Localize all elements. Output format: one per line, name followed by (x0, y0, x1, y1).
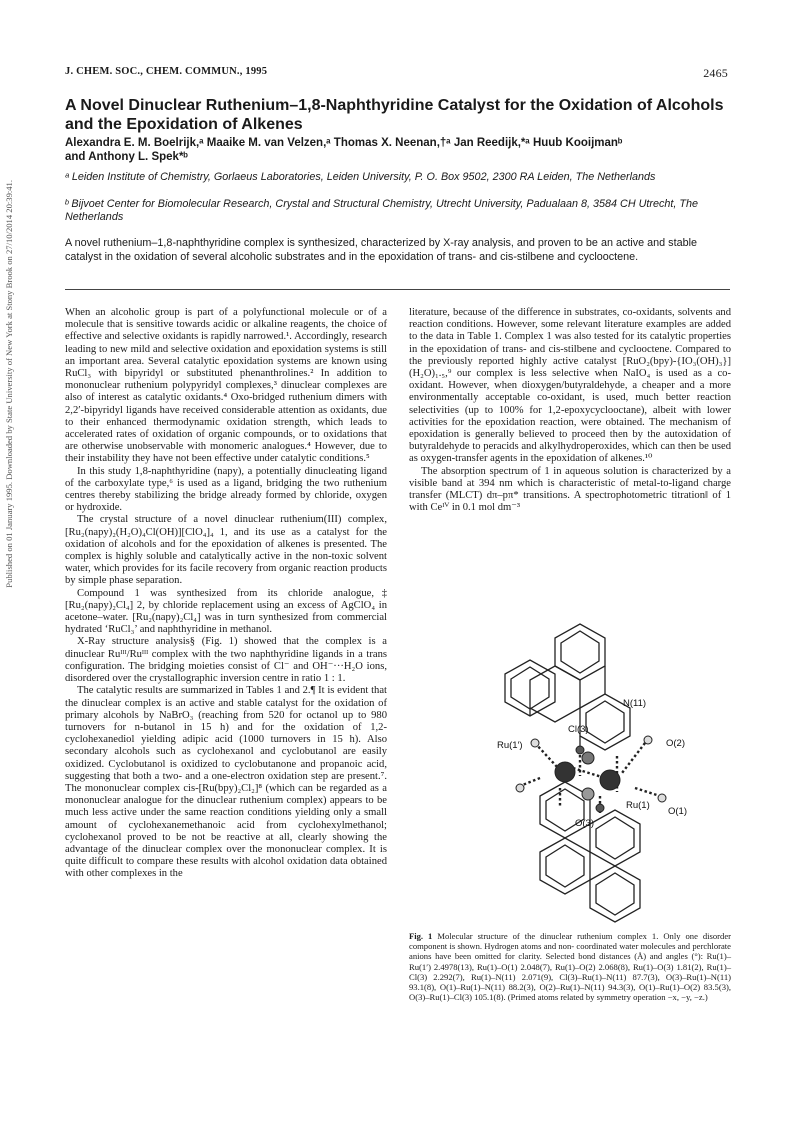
label-o2: O(2) (666, 738, 685, 749)
running-head (65, 66, 728, 80)
paragraph: The absorption spectrum of 1 in aqueous solution is characterized by a visible band at 394 nm which is characteristic of metal-to-ligand charge transfer (MLCT) dπ–pπ* transitions. A spectrophotometric titration‖ of 1 with Ceᴵⱽ in 0.1 mol dm⁻³ (409, 465, 731, 514)
section-divider (65, 289, 730, 290)
label-ru1-prime: Ru(1′) (497, 740, 523, 751)
authors-line-1: Alexandra E. M. Boelrijk,ᵃ Maaike M. van Velzen,ᵃ Thomas X. Neenan,†ᵃ Jan Reedijk,*ᵃ Huub Kooijmanᵇ (65, 137, 623, 149)
download-watermark-text: Published on 01 January 1995. Downloaded by State University of New York at Stony Brook on 27/10/2014 20:39:41. (4, 180, 14, 588)
paragraph: The crystal structure of a novel dinuclear ruthenium(III) complex, [Ru₂(napy)₂(H₂O)₄Cl(OH)][ClO₄]₄ 1, and its use as a catalyst for the oxidation of alcohols and for the epoxidation of alkenes is presented. The complex is highly soluble and catalytically active in the non-toxic solvent water, which provides for its facile recovery from organic reaction products by simple phase separation. (65, 514, 387, 587)
figure-molecular-structure (440, 608, 730, 926)
paragraph: When an alcoholic group is part of a polyfunctional molecule or of a molecule that is sensitive towards acidic or alkaline reagents, the choice of effective and selective oxidants is rapidly narrowed.¹. Accordingly, research leading to new mild and selective oxidation and epoxidation systems is still an important area. Several catalytic epoxidation systems are known using RuCl₃ with bipyridyl or substituted phenanthrolines.² In addition to mononuclear ruthenium polypyridyl complexes,³ dinuclear complexes are also of interest as catalytic oxidants.⁴ Oxo-bridged ruthenium dimers with 2,2′-bipyridyl ligands have received considerable attention as oxidants, due to their enhanced thermodynamic oxidation strength, which leads to accelerated rates of oxidation of organic compounds, or to oxidations that are otherwise unobservable with monomeric analogues.⁴ However, due to their instability they have not been effective under catalytic conditions.⁵ (65, 307, 387, 465)
molecular-structure-diagram (440, 608, 730, 926)
paragraph: X-Ray structure analysis§ (Fig. 1) showed that the complex is a dinuclear Ruᴵᴵᴵ/Ruᴵᴵᴵ complex with the two naphthyridine ligands in a trans configuration. The bridging moieties consist of Cl⁻ and OH⁻···H₂O ions, disordered over the crystallographic inversion centre in ratio 1 : 1. (65, 636, 387, 685)
affiliation-b: ᵇ Bijvoet Center for Biomolecular Research, Crystal and Structural Chemistry, Utrecht University, Padualaan 8, 3584 CH Utrecht, The Netherlands (65, 198, 699, 223)
figure-caption-label: Fig. 1 (409, 931, 433, 941)
label-n11: N(11) (623, 698, 647, 709)
journal-name: J. CHEM. SOC., CHEM. COMMUN., 1995 (65, 66, 268, 77)
paragraph: literature, because of the difference in substrates, co-oxidants, solvents and reaction conditions. However, some relevant literature examples are added to the data in Table 1. Complex 1 was also tested for its catalytic properties in the epoxidation of trans- and cis-stilbene and cyclooctene. Compared to the previously reported highly active catalyst [RuO₂(bpy)-{IO₃(OH)₃}](H₂O)₁.₅,⁹ our complex is less selective when NaIO₄ is used as a co-oxidant. However, when dioxygen/butyraldehyde, a cheaper and a more environmentally acceptable co-oxidant, is used, much better reaction selectivities (up to 100% for 1,2-epoxycyclooctane), albeit with lower activities for the epoxidation reaction, were obtained. The mechanism of epoxidation is generally believed to proceed then by the autoxidation of butyraldehyde to peracids and alkylhydroperoxides, which can then be used as oxygen-transfer agents in the epoxidation of alkenes.¹⁰ (409, 307, 731, 465)
paragraph: The catalytic results are summarized in Tables 1 and 2.¶ It is evident that the dinuclear complex is an active and stable catalyst for the oxidation of primary alcohols by NaBrO₃ (reaching from 520 for octanol up to 980 turnovers for n-butanol in 15 h) and for the oxidation of 1,2-cyclohexanediol yielding adipic acid (1000 turnovers in 15 h). Also secondary alcohols such as cyclohexanol and cyclobutanol are easily oxidized. Cyclobutanol is oxidized to cyclobutanone and propanoic acid, suggesting that both a two- and a one-electron oxidation step are present.⁷. The mononuclear complex cis-[Ru(bpy)₂Cl₂]⁸ (which can be regarded as a mononuclear analogue for the dinuclear ruthenium complex) appears to be much less active under the same reaction conditions yielding only a small amount of cyclohexanemethanoic acid from cyclohexylmethanol; cyclohexanol proved to be not be reactive at all, clearly showing the advantage of the dinuclear complex over the mononuclear complex. It is quite difficult to compare these results with alcohol oxidation data obtained with other complexes in the (65, 685, 387, 880)
abstract: A novel ruthenium–1,8-naphthyridine complex is synthesized, characterized by X-ray analysis, and proven to be an active and stable catalyst in the oxidation of several alcoholic substrates and in the epoxidation of trans- and cis-stilbene and cyclooctene. (65, 237, 697, 263)
figure-caption-text: Molecular structure of the dinuclear ruthenium complex 1. Only one disorder component is shown. Hydrogen atoms and non- coordinated water molecules and perchlorate anions have been omitted for clarity. Selected bond distances (Å) and angles (°): Ru(1)–Ru(1′) 2.4978(13), Ru(1)–O(1) 2.048(7), Ru(1)–O(2) 2.068(8), Ru(1)–O(3) 1.81(2), Ru(1)–Cl(3) 2.292(7), Ru(1)–N(11) 2.071(9), Cl(3)–Ru(1)–N(11) 87.7(3), O(3)–Ru(1)–N(11) 93.1(8), O(1)–Ru(1)–N(11) 88.2(3), O(2)–Ru(1)–N(11) 94.3(3), O(1)–Ru(1)–O(2) 83.5(3), O(3)–Ru(1)–Cl(3) 105.1(8). (Primed atoms related by symmetry operation −x, −y, −z.) (409, 931, 732, 1003)
left-column (65, 307, 387, 881)
atom-labels (497, 698, 687, 829)
lower-naphthyridine-rings (540, 782, 640, 922)
author-list (65, 136, 735, 164)
label-cl3: Cl(3) (568, 724, 589, 735)
paragraph: In this study 1,8-naphthyridine (napy), a potentially dinucleating ligand of the carboxylate type,⁶ is used as a ligand, bridging the two ruthenium centres thereby stabilizing the bridge already formed by chloride, oxygen or hydroxide. (65, 465, 387, 514)
label-o1: O(1) (668, 806, 687, 817)
download-watermark (2, 180, 16, 680)
page-number: 2465 (703, 66, 728, 80)
label-ru1: Ru(1) (626, 800, 650, 811)
article-title: A Novel Dinuclear Ruthenium–1,8-Naphthyridine Catalyst for the Oxidation of Alcohols and the Epoxidation of Alkenes (65, 97, 724, 133)
figure-caption (409, 931, 731, 1002)
paragraph: Compound 1 was synthesized from its chloride analogue,‡ [Ru₂(napy)₂Cl₄] 2, by chloride replacement using an excess of AgClO₄ in acetone–water. [Ru₂(napy)₂Cl₄] was in turn synthesized from commercial hydrated ‘RuCl₃’ and naphthyridine in methanol. (65, 587, 387, 636)
label-o3: O(3) (575, 818, 594, 829)
right-column (409, 307, 731, 514)
affiliation-a: ᵃ Leiden Institute of Chemistry, Gorlaeus Laboratories, Leiden University, P. O. Box 9502, 2300 RA Leiden, The Netherlands (65, 171, 656, 183)
authors-line-2: and Anthony L. Spek*ᵇ (65, 151, 188, 163)
